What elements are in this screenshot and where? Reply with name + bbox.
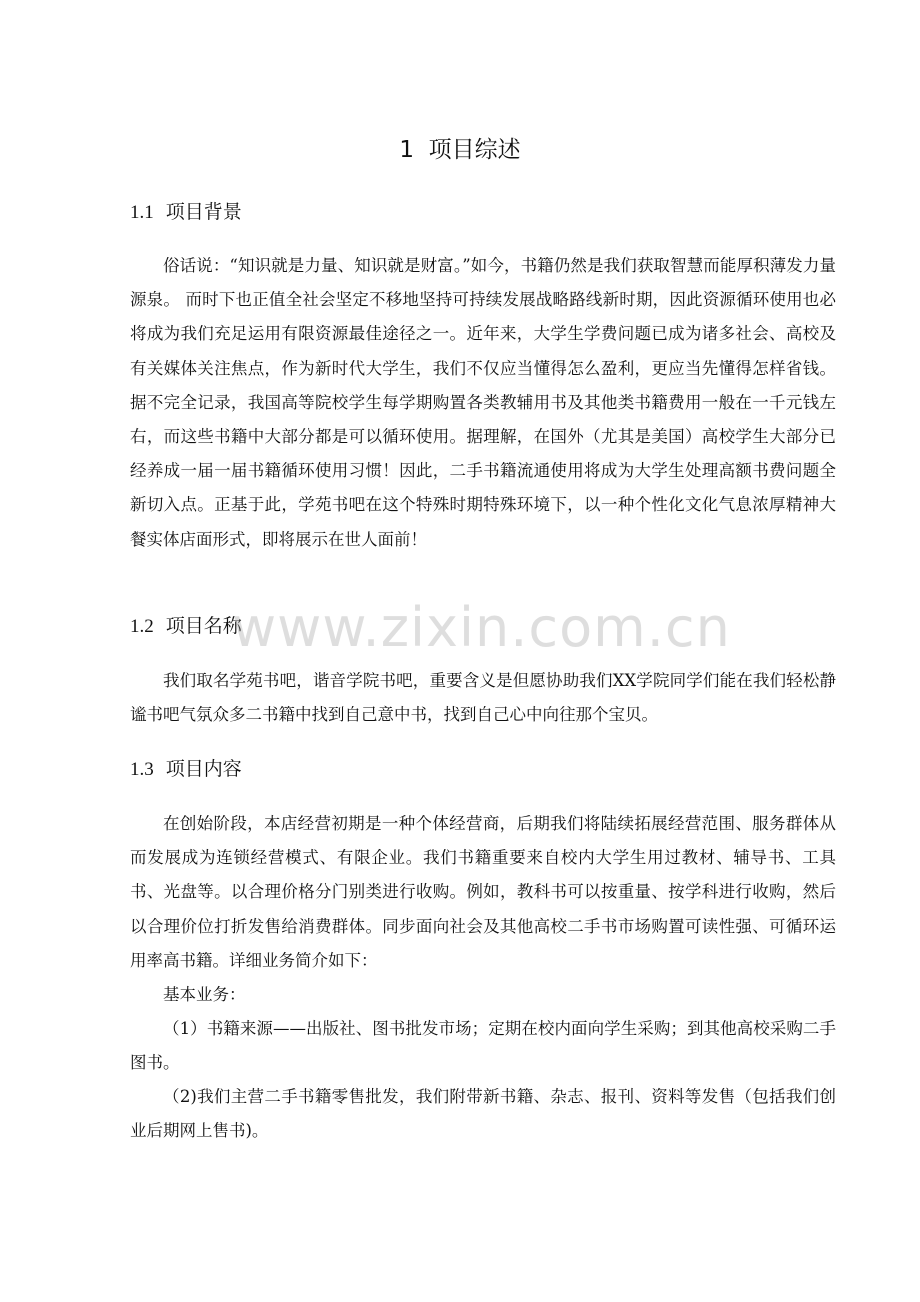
name-paragraph: 我们取名学苑书吧，谐音学院书吧，重要含义是但愿协助我们XX学院同学们能在我们轻松静谧书吧气氛众多二书籍中找到自己意中书，找到自己心中向往那个宝贝。 (130, 671, 836, 725)
chapter-title-text: 项目综述 (428, 137, 521, 163)
section-heading-background (130, 198, 242, 227)
section-title: 项目内容 (165, 758, 242, 780)
section-title: 项目背景 (165, 201, 242, 223)
section-heading-content (130, 755, 242, 784)
section-number: 1.2 (130, 616, 154, 637)
business-item-1: （1）书籍来源——出版社、图书批发市场；定期在校内面向学生采购；到其他高校采购二手图书。 (130, 1019, 836, 1073)
basic-business-label: 基本业务： (163, 985, 246, 1004)
business-item-2: （2)我们主营二手书籍零售批发，我们附带新书籍、杂志、报刊、资料等发售（包括我们创业后期网上售书)。 (130, 1087, 836, 1141)
chapter-title (0, 132, 920, 168)
watermark: www.zixin.com.cn (232, 596, 731, 659)
section-number: 1.1 (130, 202, 154, 223)
content-paragraph: 在创始阶段，本店经营初期是一种个体经营商，后期我们将陆续拓展经营范围、服务群体从而发展成为连锁经营模式、有限企业。我们书籍重要来自校内大学生用过教材、辅导书、工具书、光盘等。以合理价格分门别类进行收购。例如，教科书可以按重量、按学科进行收购，然后以合理价位打折发售给消费群体。同步面向社会及其他高校二手书市场购置可读性强、可循环运用率高书籍。详细业务简介如下： (130, 814, 836, 970)
chapter-number: 1 (399, 137, 414, 163)
section-number: 1.3 (130, 759, 154, 780)
section-title: 项目名称 (165, 615, 242, 637)
background-paragraph: 俗话说：“知识就是力量、知识就是财富。”如今，书籍仍然是我们获取智慧而能厚积薄发力量源泉。 而时下也正值全社会坚定不移地坚持可持续发展战略路线新时期，因此资源循环使用也必将成为我们充足运用有限资源最佳途径之一。近年来，大学生学费问题已成为诸多社会、高校及有关媒体关注焦点，作为新时代大学生，我们不仅应当懂得怎么盈利，更应当先懂得怎样省钱。据不完全记录，我国高等院校学生每学期购置各类教辅用书及其他类书籍费用一般在一千元钱左右，而这些书籍中大部分都是可以循环使用。据理解，在国外（尤其是美国）高校学生大部分已经养成一届一届书籍循环使用习惯！因此，二手书籍流通使用将成为大学生处理高额书费问题全新切入点。正基于此，学苑书吧在这个特殊时期特殊环境下，以一种个性化文化气息浓厚精神大餐实体店面形式，即将展示在世人面前！ (130, 256, 836, 549)
section-heading-name (130, 612, 242, 641)
